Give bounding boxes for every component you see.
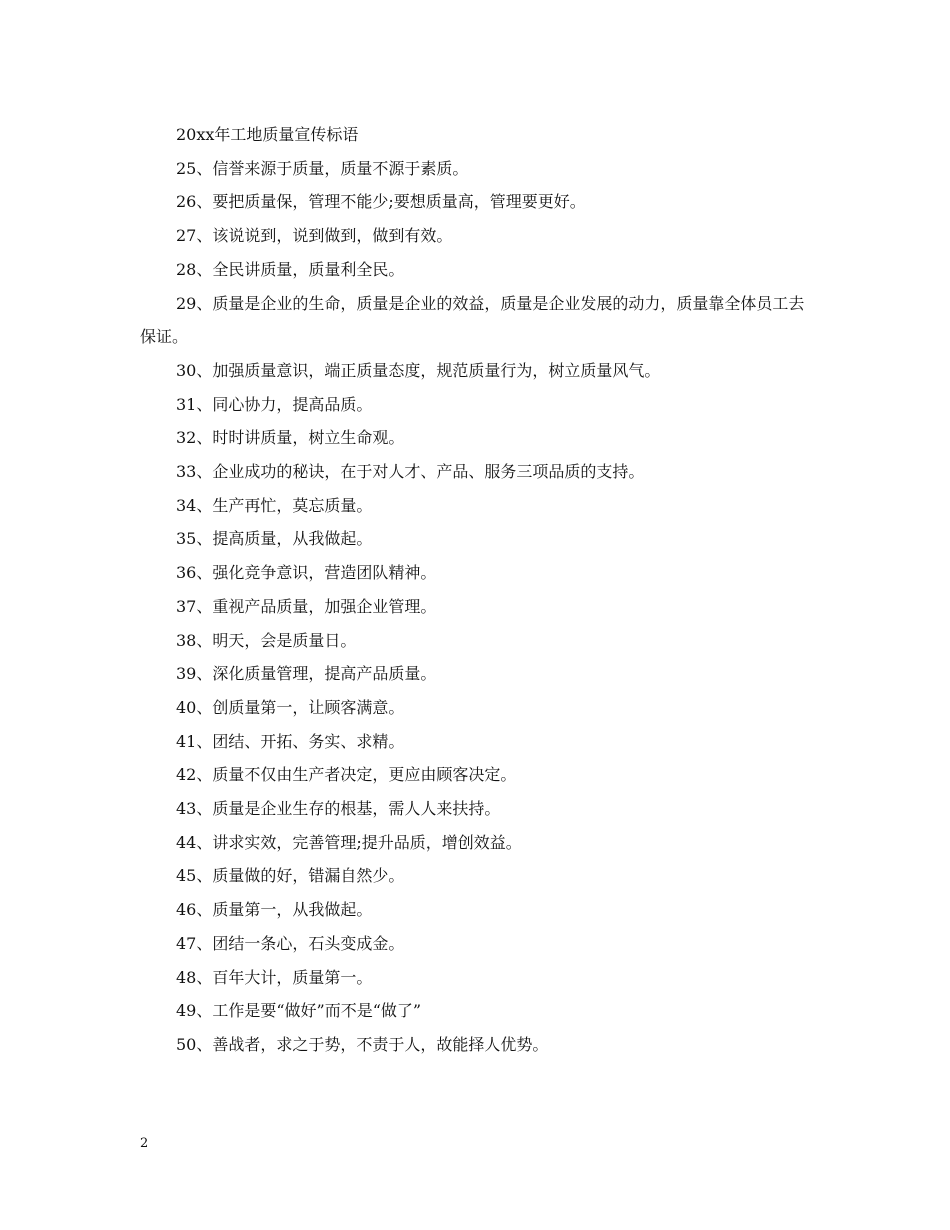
slogan-item: 48、百年大计，质量第一。 [176,967,373,987]
slogan-item: 42、质量不仅由生产者决定，更应由顾客决定。 [176,765,517,785]
slogan-item: 25、信誉来源于质量，质量不源于素质。 [176,158,469,178]
slogan-item: 36、强化竞争意识，营造团队精神。 [176,563,437,583]
slogan-item: 34、生产再忙，莫忘质量。 [176,495,373,515]
slogan-item: 39、深化质量管理，提高产品质量。 [176,664,437,684]
document-body [140,118,820,1062]
slogan-item: 47、团结一条心，石头变成金。 [176,933,405,953]
slogan-item: 49、工作是要“做好”而不是“做了” [176,1001,422,1021]
slogan-item: 44、讲求实效，完善管理;提升品质，增创效益。 [176,832,522,852]
slogan-item: 29、质量是企业的生命，质量是企业的效益，质量是企业发展的动力，质量靠全体员工去保证。 [140,293,805,347]
slogan-item: 50、善战者，求之于势，不责于人，故能择人优势。 [176,1034,549,1054]
slogan-item: 26、要把质量保，管理不能少;要想质量高，管理要更好。 [176,192,586,212]
slogan-item: 28、全民讲质量，质量利全民。 [176,259,405,279]
page-number: 2 [140,1136,149,1151]
slogan-item: 32、时时讲质量，树立生命观。 [176,428,405,448]
slogan-item: 43、质量是企业生存的根基，需人人来扶持。 [176,799,501,819]
slogan-item: 41、团结、开拓、务实、求精。 [176,731,405,751]
slogan-item: 30、加强质量意识，端正质量态度，规范质量行为，树立质量风气。 [176,360,661,380]
slogan-item: 35、提高质量，从我做起。 [176,529,373,549]
document-title: 20xx年工地质量宣传标语 [176,125,359,144]
slogan-item: 38、明天，会是质量日。 [176,630,357,650]
slogan-item: 31、同心协力，提高品质。 [176,394,373,414]
slogan-item: 33、企业成功的秘诀，在于对人才、产品、服务三项品质的支持。 [176,462,645,482]
slogan-item: 27、该说说到，说到做到，做到有效。 [176,226,453,246]
slogan-item: 45、质量做的好，错漏自然少。 [176,866,405,886]
slogan-item: 37、重视产品质量，加强企业管理。 [176,596,437,616]
slogan-item: 46、质量第一，从我做起。 [176,900,373,920]
slogan-item: 40、创质量第一，让顾客满意。 [176,697,405,717]
